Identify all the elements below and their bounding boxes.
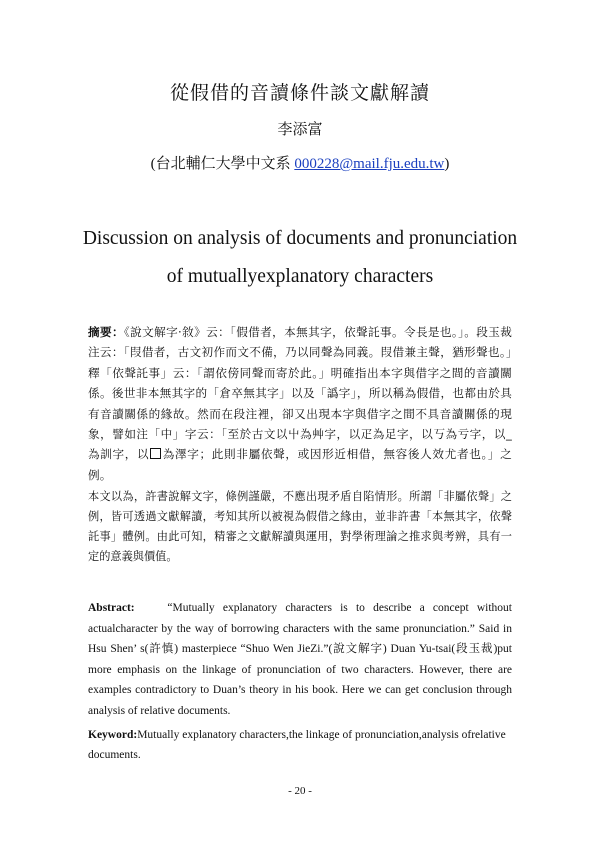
author-email-link[interactable]: 000228@mail.fju.edu.tw — [294, 156, 445, 172]
abstract-chinese — [88, 322, 512, 485]
abstract-english — [88, 598, 512, 721]
keyword-label: Keyword: — [88, 729, 138, 741]
title-english-line-1: Discussion on analysis of documents and pronunciation — [82, 228, 518, 249]
body-paragraph-chinese: 本文以為，許書說解文字，條例謹嚴，不應出現矛盾自陷情形。所謂「非屬依聲」之例，皆可透過文獻解讀，考知其所以被視為假借之緣由，並非許書「本無其字，依聲託事」體例。由此可知，精審之文獻解讀與運用，對學術理論之推求與考辨，具有一定的意義與價值。 — [88, 490, 512, 563]
paper-title-english — [40, 220, 560, 296]
paper-title-chinese: 從假借的音讀條件談文獻解讀 — [169, 83, 430, 104]
abstract-chinese-text-b: 為澤字；此則非屬依聲，或因形近相借，無容後人效尤者也。」之例。 — [88, 447, 512, 482]
author-affiliation — [0, 152, 600, 173]
abstract-chinese-text-a: 《說文解字‧敘》云：「假借者，本無其字，依聲託事。令長是也。」。段玉裁注云：「叚借者，古文初作而文不備，乃以同聲為同義。叚借兼主聲，猶形聲也。」釋「依聲託事」云：「謂依傍同聲而寄於此。」明確指出本字與借字之間的音讀關係。後世非本無其字的「倉卒無其字」以及「譌字」，所以稱為假借，也都由於具有音讀關係的緣故。然而在段注裡，卻又出現本字與借字之間不具音讀關係的現象，譬如注「中」字云：「至於古文以屮為艸字，以疋為足字，以丂為亏字，以_為訓字，以 — [88, 325, 512, 462]
keywords — [88, 725, 512, 765]
abstract-english-text: “Mutually explanatory characters is to describe a concept without actualcharacter by the way of borrowing characters with the same pronunciation.” Said in Hsu Shen’ s(許慎) masterpiece “Shuo Wen JieZi.”(說文解字) Duan Yu-tsai(段玉裁)put more emphasis on the linkage of pronunciation of two characters. However, there are examples contradictory to Duan’s theory in his book. Here we can get conclusion through analysis of relative documents. — [88, 602, 512, 717]
missing-glyph-box-icon — [150, 448, 161, 459]
abstract-chinese-label: 摘要： — [88, 325, 124, 339]
keyword-text: Mutually explanatory characters,the linkage of pronunciation,analysis ofrelative documents. — [88, 729, 506, 761]
abstract-english-label: Abstract: — [88, 602, 135, 614]
author-name: 李添富 — [277, 122, 323, 138]
page-number: - 20 - — [288, 785, 312, 797]
affiliation-close: ) — [444, 156, 450, 172]
title-english-line-2: of mutuallyexplanatory characters — [166, 266, 434, 287]
affiliation-open: (台北輔仁大學中文系 — [150, 156, 295, 172]
